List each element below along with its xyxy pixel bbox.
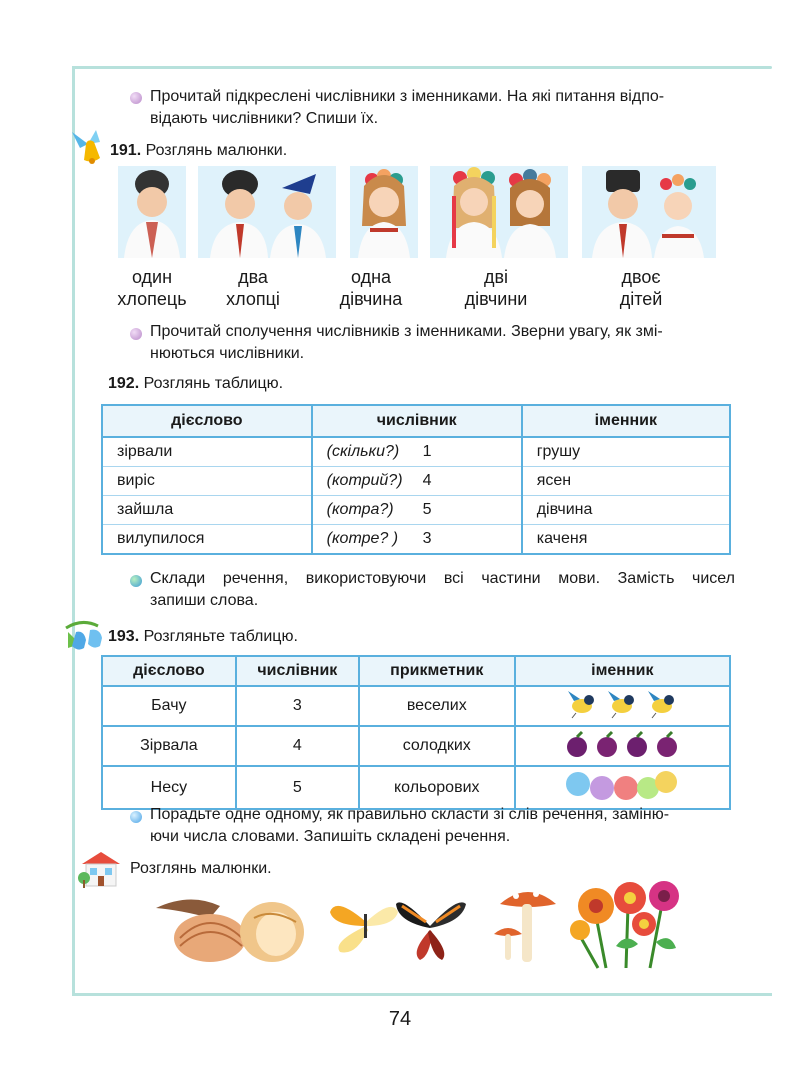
cell-verb: Несу [102, 766, 236, 809]
cell-verb: Бачу [102, 686, 236, 726]
ex192-number: 192. [108, 375, 140, 392]
butterflies-image [326, 886, 472, 966]
cell-number: 5 [422, 501, 432, 518]
caption-one-girl [316, 266, 426, 310]
ex193-table [101, 655, 731, 810]
ex191-task [150, 321, 735, 365]
cell-adjective: кольорових [359, 766, 515, 809]
cell-numeral [312, 496, 522, 525]
page-frame-bottom [72, 993, 772, 996]
header-numeral: числівник [312, 405, 522, 437]
cell-number: 1 [422, 443, 432, 460]
ex192-task [150, 568, 735, 612]
cell-number: 3 [422, 530, 432, 547]
table-header-row [102, 656, 730, 686]
ex192-task-line2: запиши слова. [150, 592, 259, 609]
task-bullet-icon [130, 811, 142, 823]
photo-two-children [582, 166, 716, 258]
ex191-task-line2: нюються числівники. [150, 345, 305, 362]
intro-task-line2: відають числівники? Спиши їх. [150, 110, 379, 127]
header-noun: іменник [515, 656, 730, 686]
caption-noun: дівчина [339, 289, 403, 309]
ex193-number: 193. [108, 628, 140, 645]
caption-noun: хлопець [117, 289, 187, 309]
ex193-header [108, 626, 298, 648]
ex192-table [101, 404, 731, 555]
caption-numeral: двоє [621, 267, 661, 287]
flowers-image [566, 876, 690, 970]
cell-question: (котре? ) [326, 530, 399, 547]
table-row [102, 726, 730, 766]
cell-verb: зірвали [102, 437, 312, 467]
ex192-instruction: Розглянь таблицю. [143, 375, 284, 392]
bluebell-icon [62, 618, 108, 658]
birds-icon [562, 689, 682, 719]
caption-two-girls [441, 266, 551, 310]
house-icon [78, 850, 124, 890]
header-adjective: прикметник [359, 656, 515, 686]
ex191-header [110, 140, 287, 162]
header-verb: дієслово [102, 656, 236, 686]
cell-number: 4 [422, 472, 432, 489]
balls-icon [562, 768, 682, 802]
mushrooms-image [492, 884, 562, 966]
cell-noun: грушу [522, 437, 730, 467]
header-noun: іменник [522, 405, 730, 437]
cell-question: (котрий?) [326, 472, 403, 489]
ex193-task-line1: Порадьте одне одному, як правильно скласти зі слів речення, заміню- [150, 806, 670, 823]
cell-adjective: солодких [359, 726, 515, 766]
task-bullet-icon [130, 328, 142, 340]
ex193-task [150, 804, 735, 848]
intro-task-line1: Прочитай підкреслені числівники з іменниками. На які питання відпо- [150, 88, 665, 105]
ex192-header [108, 373, 283, 395]
cell-noun: дівчина [522, 496, 730, 525]
cell-picture-balls [515, 766, 730, 809]
cell-verb: зайшла [102, 496, 312, 525]
ex193-task-line2: ючи числа словами. Запишіть складені речення. [150, 828, 511, 845]
ex192-task-line1: Склади речення, використовуючи всі частини мови. Замість чисел [150, 570, 735, 587]
table-row [102, 467, 730, 496]
cell-picture-birds [515, 686, 730, 726]
cell-verb: виріс [102, 467, 312, 496]
caption-noun: дівчини [464, 289, 528, 309]
cell-question: (котра?) [326, 501, 394, 518]
table-row [102, 525, 730, 555]
cell-verb: Зірвала [102, 726, 236, 766]
cell-picture-plums [515, 726, 730, 766]
cell-verb: вилупилося [102, 525, 312, 555]
task-bullet-icon [130, 575, 142, 587]
caption-numeral: одна [350, 267, 392, 287]
ex193-instruction: Розгляньте таблицю. [143, 628, 298, 645]
page-frame-left [72, 66, 75, 996]
photo-two-girls [430, 166, 568, 258]
cell-numeral [312, 467, 522, 496]
header-verb: дієслово [102, 405, 312, 437]
cell-question: (скільки?) [326, 443, 400, 460]
caption-two-children [586, 266, 696, 310]
photo-one-girl [350, 166, 418, 258]
caption-numeral: два [238, 267, 268, 287]
cell-noun: каченя [522, 525, 730, 555]
cell-numeral: 4 [236, 726, 359, 766]
ex191-instruction: Розглянь малюнки. [145, 142, 288, 159]
cell-numeral [312, 525, 522, 555]
header-numeral: числівник [236, 656, 359, 686]
ex191-number: 191. [110, 142, 142, 159]
cell-numeral: 5 [236, 766, 359, 809]
table-row [102, 686, 730, 726]
homework-instruction: Розглянь малюнки. [130, 860, 272, 877]
bell-icon [66, 126, 110, 166]
task-bullet-icon [130, 92, 142, 104]
caption-two-boys [198, 266, 308, 310]
cell-adjective: веселих [359, 686, 515, 726]
intro-task [150, 86, 735, 130]
caption-numeral: один [131, 267, 173, 287]
cell-numeral [312, 437, 522, 467]
caption-noun: хлопці [226, 289, 280, 309]
cell-numeral: 3 [236, 686, 359, 726]
table-header-row [102, 405, 730, 437]
caption-noun: дітей [619, 289, 663, 309]
ex191-task-line1: Прочитай сполучення числівників з іменниками. Зверни увагу, як змі- [150, 323, 663, 340]
caption-numeral: дві [483, 267, 509, 287]
cell-noun: ясен [522, 467, 730, 496]
table-row [102, 437, 730, 467]
caption-one-boy [97, 266, 207, 310]
table-row [102, 766, 730, 809]
table-row [102, 496, 730, 525]
seashells-image [150, 888, 310, 968]
page-number: 74 [388, 1008, 412, 1030]
plums-icon [562, 729, 682, 759]
photo-two-boys [198, 166, 336, 258]
photo-one-boy [118, 166, 186, 258]
page-frame-top [72, 66, 772, 69]
